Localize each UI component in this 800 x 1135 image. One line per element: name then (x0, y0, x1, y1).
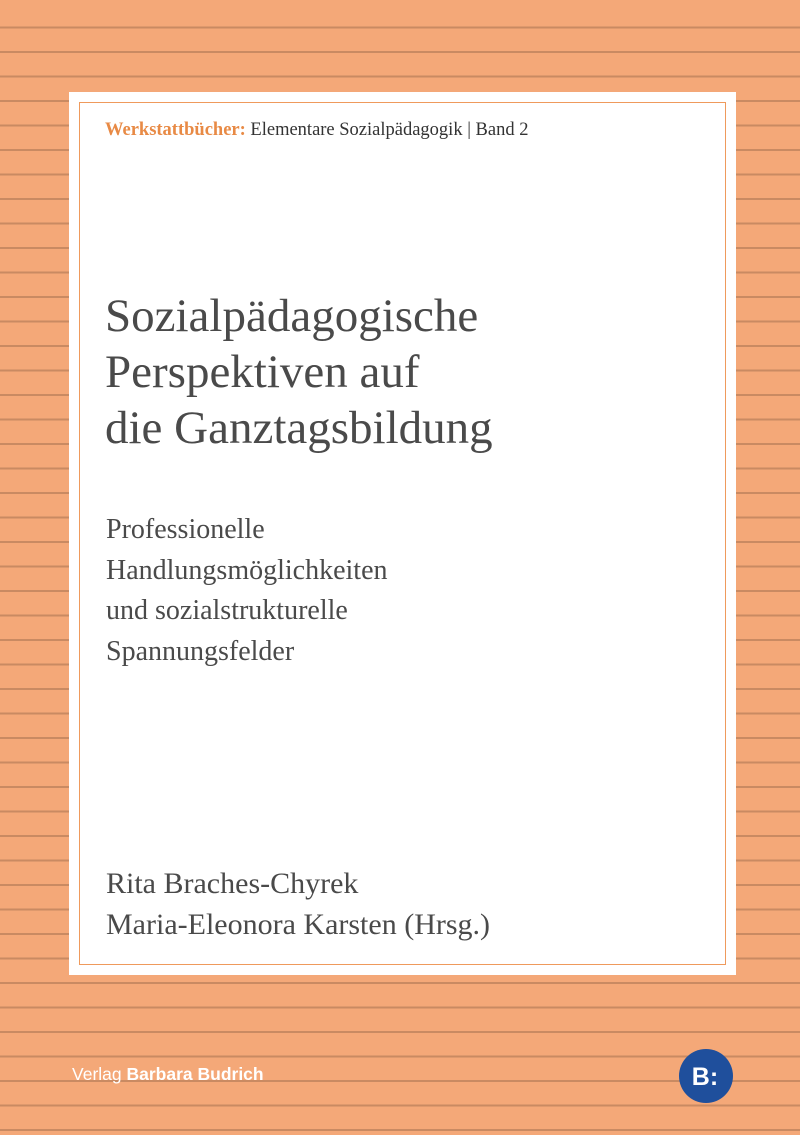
publisher-prefix: Verlag (72, 1064, 122, 1084)
title-panel (69, 92, 736, 975)
editor-name: Rita Braches-Chyrek (106, 867, 359, 900)
title-line: Perspektiven auf (105, 346, 420, 398)
logo-glyph: B: (691, 1063, 719, 1091)
editor-name: Maria-Eleonora Karsten (Hrsg.) (106, 908, 491, 941)
publisher-brand: Barbara Budrich (121, 1064, 264, 1084)
book-subtitle (106, 510, 388, 672)
series-info: Elementare Sozialpädagogik | Band 2 (245, 120, 529, 140)
editors (106, 863, 490, 945)
subtitle-line: Spannungsfelder (106, 635, 295, 667)
book-title (105, 288, 493, 456)
publisher-name (72, 1064, 264, 1085)
title-line: die Ganztagsbildung (105, 402, 493, 454)
series-name: Werkstattbücher: (105, 120, 246, 140)
subtitle-line: und sozialstrukturelle (106, 595, 348, 626)
publisher-logo-icon (678, 1048, 734, 1104)
subtitle-line: Professionelle (106, 514, 265, 545)
series-line (105, 120, 528, 141)
title-line: Sozialpädagogische (105, 290, 479, 342)
subtitle-line: Handlungsmöglichkeiten (106, 554, 388, 586)
